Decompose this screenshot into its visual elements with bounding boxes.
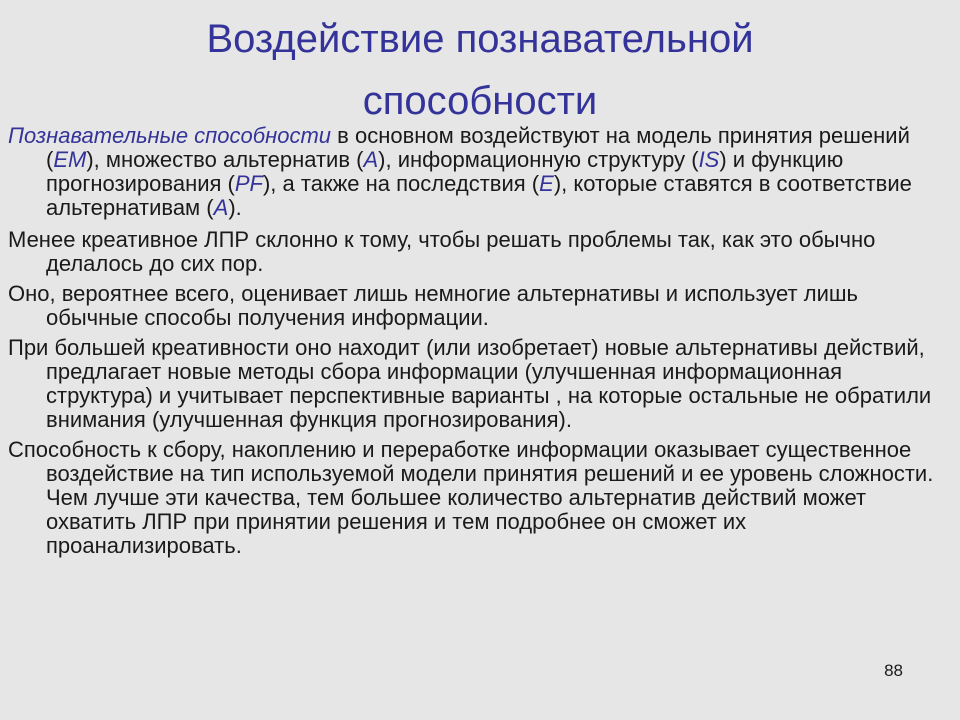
paragraph-text: Оно, вероятнее всего, оценивает лишь немногие альтернативы и использует лишь обычные способы получения информации. xyxy=(8,281,858,330)
paragraph-text: При большей креативности оно находит (или изобретает) новые альтернативы действий, предлагает новые методы сбора информации (улучшенная информационная структура) и учитывает перспективные варианты , на которые остальные не обратили внимания (улучшенная функция прогнозирования). xyxy=(8,335,932,432)
slide-title-line-2: способности xyxy=(362,79,598,123)
body-paragraph xyxy=(8,228,943,276)
paragraph-text: ), а также на последствия ( xyxy=(262,171,540,196)
slide-body xyxy=(8,124,943,564)
highlighted-term: A xyxy=(213,195,229,220)
page-number: 88 xyxy=(884,661,903,680)
body-paragraph xyxy=(8,124,943,220)
highlighted-term: E xyxy=(539,171,554,196)
highlighted-term: IS xyxy=(698,147,720,172)
slide-title xyxy=(40,8,920,132)
paragraph-text: Способность к сбору, накоплению и переработке информации оказывает существенное воздействие на тип используемой модели принятия решений и ее уровень сложности. Чем лучше эти качества, тем большее количество альтернатив действий может охватить ЛПР при принятии решения и тем подробнее он сможет их проанализировать. xyxy=(8,437,934,558)
paragraph-text: ), которые ставятся в соответствие альтернативам ( xyxy=(46,171,912,220)
highlighted-term: EM xyxy=(53,147,87,172)
paragraph-text: ). xyxy=(228,195,242,220)
body-paragraph xyxy=(8,336,943,432)
paragraph-text: Менее креативное ЛПР склонно к тому, чтобы решать проблемы так, как это обычно делалось до сих пор. xyxy=(8,227,876,276)
paragraph-text: ), информационную структуру ( xyxy=(378,147,699,172)
highlighted-term: PF xyxy=(234,171,263,196)
slide-title-line-1: Воздействие познавательной xyxy=(206,17,754,61)
highlighted-term: A xyxy=(363,147,379,172)
highlighted-term: Познавательные способности xyxy=(8,123,332,148)
paragraph-text: ) и функцию прогнозирования ( xyxy=(46,147,844,196)
paragraph-text: ), множество альтернатив ( xyxy=(86,147,364,172)
body-paragraph xyxy=(8,282,943,330)
body-paragraph xyxy=(8,438,943,558)
paragraph-text: в основном воздействуют на модель принятия решений ( xyxy=(46,123,910,172)
